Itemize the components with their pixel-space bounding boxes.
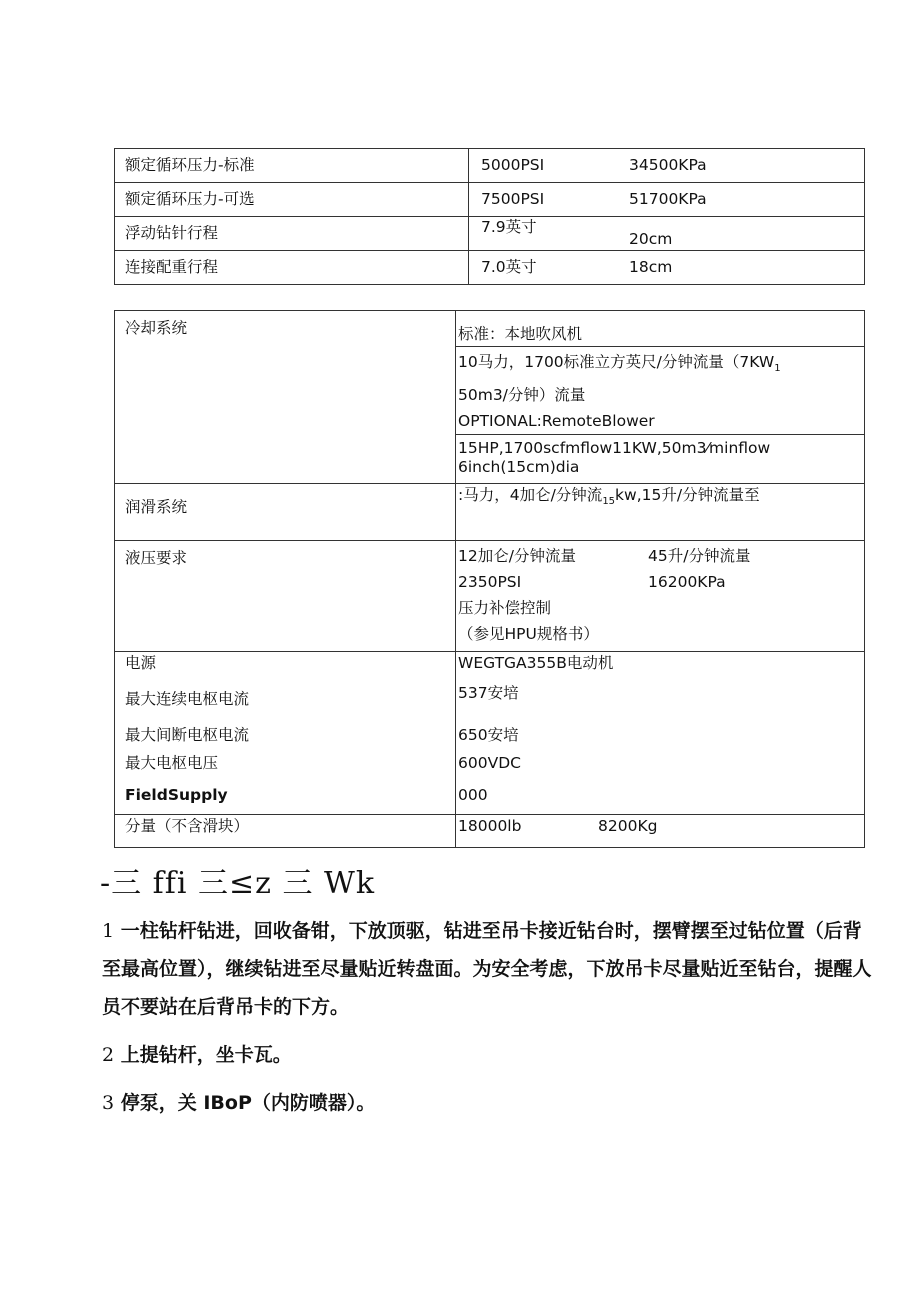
cooling-standard-detail: [456, 347, 865, 435]
weight-values: [456, 815, 865, 848]
step-number: 3: [102, 1092, 115, 1114]
max-voltage: 600VDC: [458, 754, 521, 773]
table-row: [115, 541, 865, 652]
systems-spec-table: [114, 310, 865, 848]
section-heading: -三 ffi 三≤z 三 Wk: [100, 866, 376, 901]
field-supply-label: FieldSupply: [125, 786, 228, 805]
row-values: [469, 149, 865, 183]
step-item: [102, 912, 872, 1026]
power-labels: [115, 652, 456, 815]
power-values: [456, 652, 865, 815]
pressure-stroke-table: [114, 148, 865, 285]
step-text: 一柱钻杆钻进，回收备钳，下放顶驱，钻进至吊卡接近钻台时，摆臂摆至过钻位置（后背至最高位置），继续钻进至尽量贴近转盘面。为安全考虑，下放吊卡尽量贴近至钻台，提醒人员不要站在后背吊卡的下方。: [102, 920, 872, 1018]
table-row: [115, 149, 865, 183]
weight-label: 分量（不含滑块）: [115, 815, 456, 848]
cooling-opt-line1: 15HP,1700scfmflow11KW,50m3⁄minflow: [458, 439, 771, 458]
value-imperial: 7.9英寸: [481, 217, 537, 236]
hydraulic-control: 压力补偿控制: [458, 599, 552, 618]
cooling-optional: OPTIONAL:RemoteBlower: [458, 412, 655, 431]
row-label: 连接配重行程: [115, 251, 469, 285]
table-row: [115, 311, 865, 347]
lubrication-value: [456, 484, 865, 541]
row-label: 额定循环压力-标准: [115, 149, 469, 183]
cooling-std-line2: 50m3/分钟）流量: [458, 386, 586, 405]
row-values: [469, 183, 865, 217]
weight-lb: 18000lb: [458, 817, 522, 836]
row-values: [469, 217, 865, 251]
hydraulic-values: [456, 541, 865, 652]
hydraulic-pressure-psi: 2350PSI: [458, 573, 522, 592]
step-number: 2: [102, 1044, 115, 1066]
value-metric: 51700KPa: [629, 189, 707, 208]
value-metric: 34500KPa: [629, 155, 707, 174]
cooling-optional-detail: [456, 435, 865, 484]
max-voltage-label: 最大电枢电压: [125, 754, 219, 773]
step-text: 停泵，关 IBoP（内防喷器）。: [120, 1092, 376, 1114]
cooling-std-line1: 10马力，1700标准立方英尺/分钟流量（7KW: [458, 353, 775, 371]
row-label: 额定循环压力-可选: [115, 183, 469, 217]
step-item: [102, 1036, 872, 1074]
power-label: 电源: [125, 654, 157, 673]
table-row: [115, 183, 865, 217]
table-row: [115, 251, 865, 285]
step-text: 上提钻杆，坐卡瓦。: [120, 1044, 292, 1066]
table-row: [115, 652, 865, 815]
max-continuous-current: 537安培: [458, 684, 519, 703]
hydraulic-pressure-kpa: 16200KPa: [648, 573, 726, 592]
step-number: 1: [102, 920, 115, 942]
weight-kg: 8200Kg: [598, 817, 658, 836]
field-supply: 000: [458, 786, 488, 805]
row-values: [469, 251, 865, 285]
max-continuous-current-label: 最大连续电枢电流: [125, 690, 250, 709]
power-motor: WEGTGA355B电动机: [458, 654, 614, 673]
hydraulic-ref: （参见HPU规格书）: [458, 625, 599, 644]
max-intermittent-current: 650安培: [458, 726, 519, 745]
value-metric: 20cm: [629, 229, 673, 248]
lubrication-label: 润滑系统: [115, 484, 456, 541]
value-imperial: 7500PSI: [481, 189, 545, 208]
table-row: [115, 217, 865, 251]
cooling-std-line1-sub: 1: [774, 363, 781, 375]
hydraulic-label: 液压要求: [115, 541, 456, 652]
max-intermittent-current-label: 最大间断电枢电流: [125, 726, 250, 745]
row-label: 浮动钻针行程: [115, 217, 469, 251]
value-imperial: 7.0英寸: [481, 257, 537, 276]
table-row: [115, 815, 865, 848]
cooling-opt-line2: 6inch(15cm)dia: [458, 458, 580, 477]
value-imperial: 5000PSI: [481, 155, 545, 174]
value-metric: 18cm: [629, 257, 673, 276]
lubrication-value-b: kw,15升/分钟流量至: [615, 486, 760, 505]
procedure-steps: [102, 912, 872, 1132]
hydraulic-flow-lpm: 45升/分钟流量: [648, 547, 751, 566]
cooling-label: 冷却系统: [115, 311, 456, 484]
lubrication-value-a: :马力，4加仑/分钟流: [458, 486, 603, 505]
lubrication-value-sub: 15: [602, 496, 616, 508]
step-item: [102, 1084, 872, 1122]
table-row: [115, 484, 865, 541]
cooling-standard: 标准：本地吹风机: [456, 311, 865, 347]
hydraulic-flow-gpm: 12加仑/分钟流量: [458, 547, 576, 566]
